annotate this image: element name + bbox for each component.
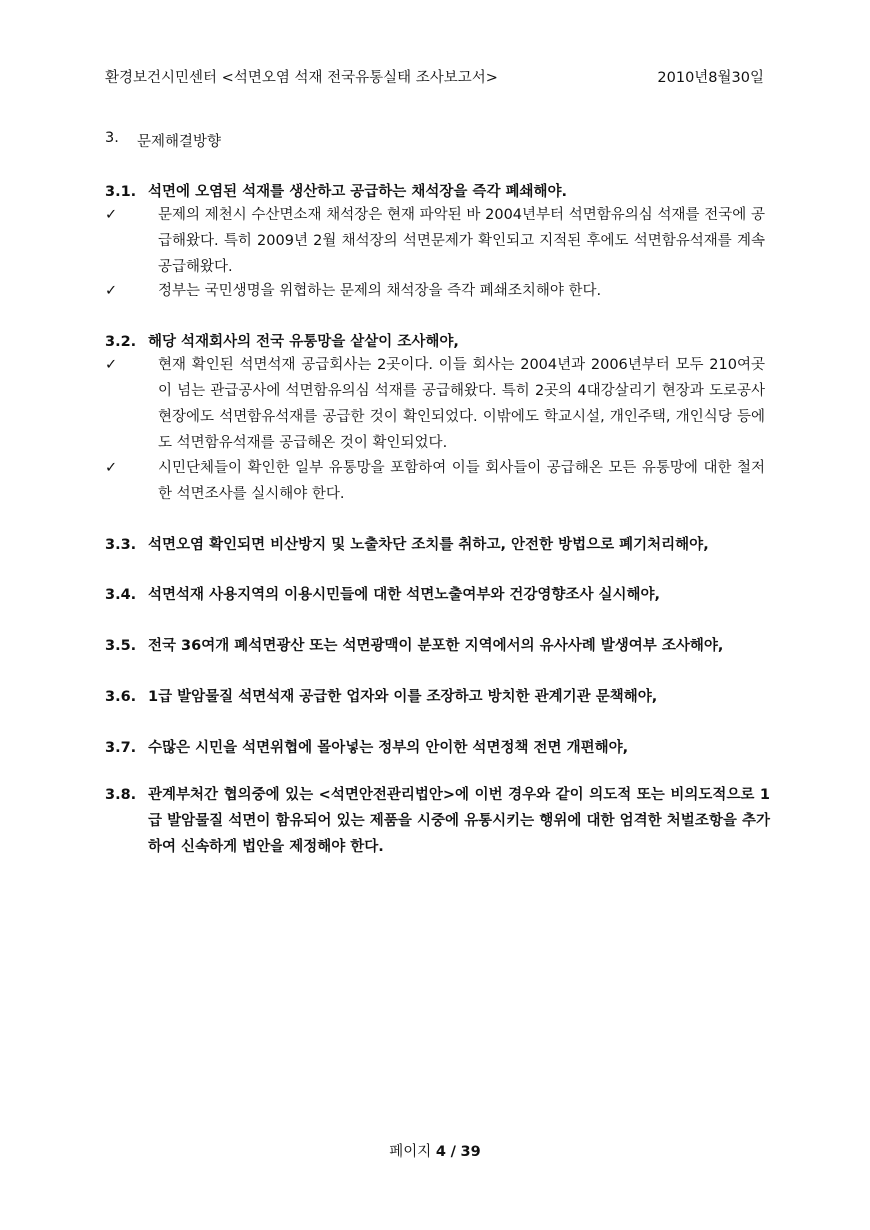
item-number: 3.3.: [105, 537, 137, 553]
item-title: 해당 석재회사의 전국 유통망을 샅샅이 조사해야,: [148, 334, 459, 350]
item-3-4-heading: [105, 583, 660, 604]
header-date: 2010년8월30일: [657, 70, 764, 86]
page-footer: [0, 1140, 870, 1161]
page-total: 39: [460, 1144, 481, 1160]
item-number: 3.7.: [105, 740, 137, 756]
bullet-text: 현재 확인된 석면석재 공급회사는 2곳이다. 이들 회사는 2004년과 2006년부터 모두 210여곳이 넘는 관급공사에 석면함유의심 석재를 공급해왔다. 특히 2곳의 4대강살리기 현장과 도로공사 현장에도 석면함유석재를 공급한 것이 확인되었다. 이밖에도 학교시설, 개인주택, 개인식당 등에도 석면함유석재를 공급해온 것이 확인되었다.: [158, 357, 765, 451]
item-3-7-heading: [105, 736, 628, 757]
section-title: 문제해결방향: [137, 134, 222, 150]
header-document-title: 환경보건시민센터 <석면오염 석재 전국유통실태 조사보고서>: [105, 70, 498, 86]
item-3-3-heading: [105, 533, 709, 554]
bullet-3-1-a: [105, 202, 765, 280]
item-number: 3.5.: [105, 638, 137, 654]
check-icon: ✓: [105, 283, 118, 299]
check-icon: ✓: [105, 207, 118, 223]
bullet-text: 문제의 제천시 수산면소재 채석장은 현재 파악된 바 2004년부터 석면함유의심 석재를 전국에 공급해왔다. 특히 2009년 2월 채석장의 석면문제가 확인되고 지적된 후에도 석면함유석재를 계속 공급해왔다.: [158, 207, 765, 275]
item-3-2-heading: [105, 330, 459, 351]
item-title: 석면오염 확인되면 비산방지 및 노출차단 조치를 취하고, 안전한 방법으로 폐기처리해야,: [148, 537, 709, 553]
item-number: 3.6.: [105, 689, 137, 705]
bullet-text: 정부는 국민생명을 위협하는 문제의 채석장을 즉각 폐쇄조치해야 한다.: [158, 283, 602, 299]
section-number: 3.: [105, 130, 119, 146]
item-number: 3.2.: [105, 334, 137, 350]
page-number: 4: [435, 1144, 447, 1160]
item-title: 1급 발암물질 석면석재 공급한 업자와 이를 조장하고 방치한 관계기관 문책해야,: [148, 689, 658, 705]
page-label: 페이지: [389, 1144, 432, 1160]
bullet-3-2-a: [105, 352, 765, 456]
bullet-text: 시민단체들이 확인한 일부 유통망을 포함하여 이들 회사들이 공급해온 모든 유통망에 대한 철저한 석면조사를 실시해야 한다.: [158, 460, 765, 502]
item-3-8-heading: [105, 782, 770, 860]
item-number: 3.1.: [105, 184, 137, 200]
check-icon: ✓: [105, 357, 118, 373]
item-number: 3.4.: [105, 587, 137, 603]
item-title: 석면석재 사용지역의 이용시민들에 대한 석면노출여부와 건강영향조사 실시해야,: [148, 587, 661, 603]
bullet-3-1-b: [105, 278, 765, 304]
item-title: 전국 36여개 폐석면광산 또는 석면광맥이 분포한 지역에서의 유사사례 발생여부 조사해야,: [148, 638, 724, 654]
item-title: 수많은 시민을 석면위협에 몰아넣는 정부의 안이한 석면정책 전면 개편해야,: [148, 740, 629, 756]
bullet-3-2-b: [105, 455, 765, 507]
item-number: 3.8.: [105, 787, 137, 803]
item-3-6-heading: [105, 685, 657, 706]
item-3-5-heading: [105, 634, 723, 655]
item-3-1-heading: [105, 180, 567, 201]
check-icon: ✓: [105, 460, 118, 476]
item-title: 석면에 오염된 석재를 생산하고 공급하는 채석장을 즉각 폐쇄해야.: [148, 184, 568, 200]
item-title: 관계부처간 협의중에 있는 <석면안전관리법안>에 이번 경우와 같이 의도적 또는 비의도적으로 1급 발암물질 석면이 함유되어 있는 제품을 시중에 유통시키는 행위에 대한 엄격한 처벌조항을 추가하여 신속하게 법안을 제정해야 한다.: [148, 787, 770, 855]
page-separator: /: [450, 1144, 456, 1160]
